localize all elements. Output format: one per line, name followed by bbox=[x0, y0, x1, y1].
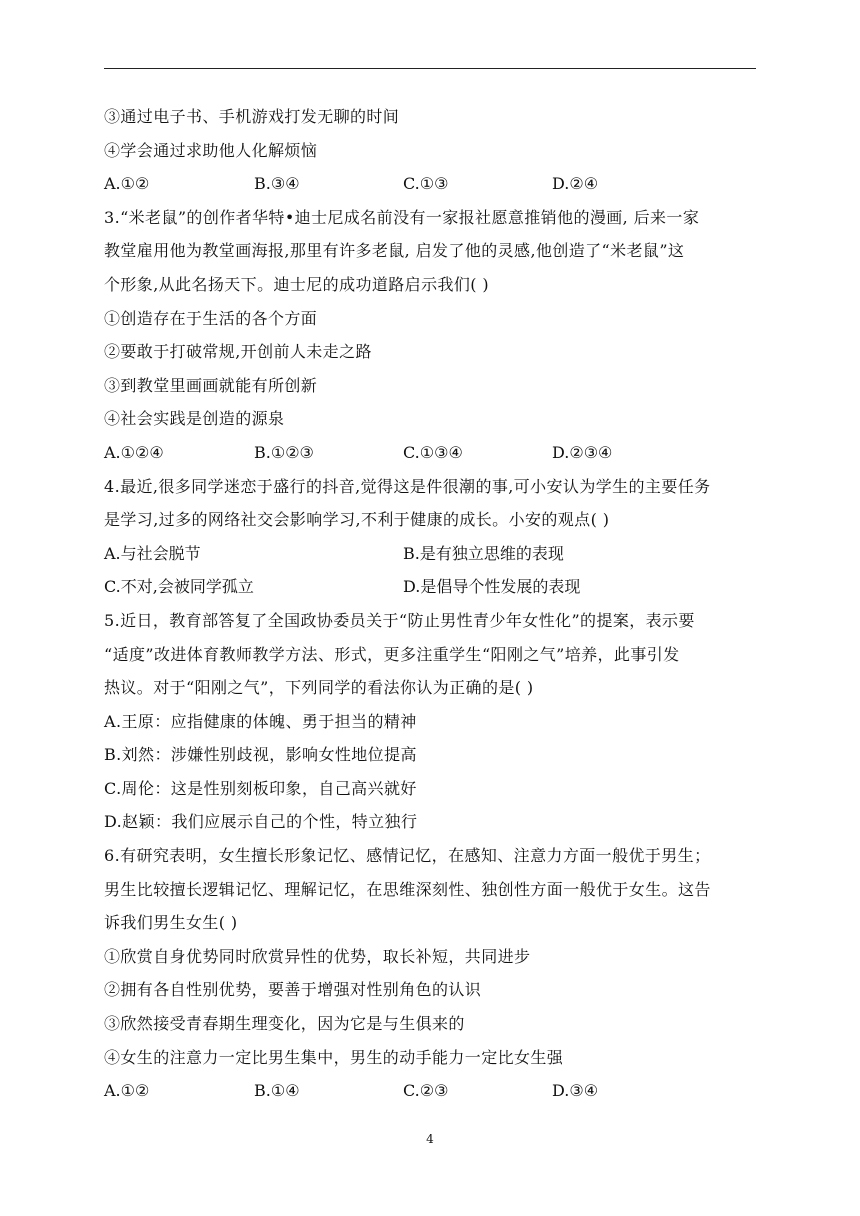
question-line: ①欣赏自身优势同时欣赏异性的优势，取长补短，共同进步 bbox=[104, 946, 531, 966]
question-line: 教堂雇用他为教堂画海报,那里有许多老鼠, 启发了他的灵感,他创造了“米老鼠”这 bbox=[104, 241, 685, 261]
answer-options-row bbox=[104, 570, 764, 604]
question-line: 4.最近,很多同学迷恋于盛行的抖音,觉得这是件很潮的事,可小安认为学生的主要任务 bbox=[104, 476, 711, 496]
answer-option: C.①③④ bbox=[403, 442, 463, 462]
question-line: ②要敢于打破常规,开创前人未走之路 bbox=[104, 342, 372, 362]
question-line: ②拥有各自性别优势，要善于增强对性别角色的认识 bbox=[104, 980, 482, 1000]
question-line: ③通过电子书、手机游戏打发无聊的时间 bbox=[104, 107, 400, 126]
answer-option: D.②④ bbox=[552, 174, 599, 194]
question-line: 个形象,从此名扬天下。迪士尼的成功道路启示我们( ) bbox=[104, 274, 490, 294]
question-line: 是学习,过多的网络社交会影响学习,不利于健康的成长。小安的观点( ) bbox=[104, 510, 610, 530]
answer-option: B.①④ bbox=[254, 1081, 300, 1101]
answer-option: D.②③④ bbox=[552, 442, 613, 462]
answer-option: C.②③ bbox=[403, 1081, 449, 1101]
answer-option: D.③④ bbox=[552, 1081, 599, 1101]
question-line: C.周伦：这是性别刻板印象，自己高兴就好 bbox=[104, 778, 417, 798]
question-line: ④学会通过求助他人化解烦恼 bbox=[104, 140, 318, 160]
answer-option: A.①② bbox=[104, 174, 150, 194]
answer-option: C.①③ bbox=[403, 174, 449, 194]
question-line: 3.“米老鼠”的创作者华特•迪士尼成名前没有一家报社愿意推销他的漫画, 后来一家 bbox=[104, 207, 700, 227]
answer-option: A.①② bbox=[104, 1081, 150, 1101]
answer-options-row bbox=[104, 1074, 764, 1108]
question-line: 男生比较擅长逻辑记忆、理解记忆，在思维深刻性、独创性方面一般优于女生。这告 bbox=[104, 879, 711, 899]
question-line: 热议。对于“阳刚之气”，下列同学的看法你认为正确的是( ) bbox=[104, 678, 534, 698]
question-line: A.王原：应指健康的体魄、勇于担当的精神 bbox=[104, 711, 417, 731]
question-line: ④女生的注意力一定比男生集中，男生的动手能力一定比女生强 bbox=[104, 1047, 564, 1067]
question-line: 5.近日，教育部答复了全国政协委员关于“防止男性青少年女性化”的提案，表示要 bbox=[104, 610, 695, 630]
answer-option: C.不对,会被同学孤立 bbox=[104, 577, 254, 597]
answer-option: D.是倡导个性发展的表现 bbox=[403, 577, 581, 597]
header-rule bbox=[104, 68, 756, 69]
answer-option: A.①②④ bbox=[104, 442, 164, 462]
question-line: ④社会实践是创造的源泉 bbox=[104, 409, 285, 429]
question-line: “适度”改进体育教师教学方法、形式，更多注重学生“阳刚之气”培养，此事引发 bbox=[104, 644, 680, 664]
answer-option: A.与社会脱节 bbox=[104, 543, 201, 563]
page-number: 4 bbox=[426, 1132, 434, 1146]
question-line: 诉我们男生女生( ) bbox=[104, 913, 238, 933]
answer-option: B.是有独立思维的表现 bbox=[403, 543, 564, 563]
answer-options-row bbox=[104, 537, 764, 571]
question-line: ①创造存在于生活的各个方面 bbox=[104, 308, 318, 328]
question-line: ③到教堂里画画就能有所创新 bbox=[104, 375, 318, 395]
answer-option: B.①②③ bbox=[254, 442, 314, 462]
question-line: B.刘然：涉嫌性别歧视，影响女性地位提高 bbox=[104, 745, 417, 765]
page-content bbox=[104, 100, 764, 1108]
question-line: D.赵颖：我们应展示自己的个性，特立独行 bbox=[104, 812, 418, 832]
question-line: ③欣然接受青春期生理变化，因为它是与生俱来的 bbox=[104, 1014, 465, 1034]
answer-options-row bbox=[104, 167, 764, 201]
question-line: 6.有研究表明，女生擅长形象记忆、感情记忆，在感知、注意力方面一般优于男生； bbox=[104, 846, 711, 866]
answer-option: B.③④ bbox=[254, 174, 300, 194]
answer-options-row bbox=[104, 436, 764, 470]
